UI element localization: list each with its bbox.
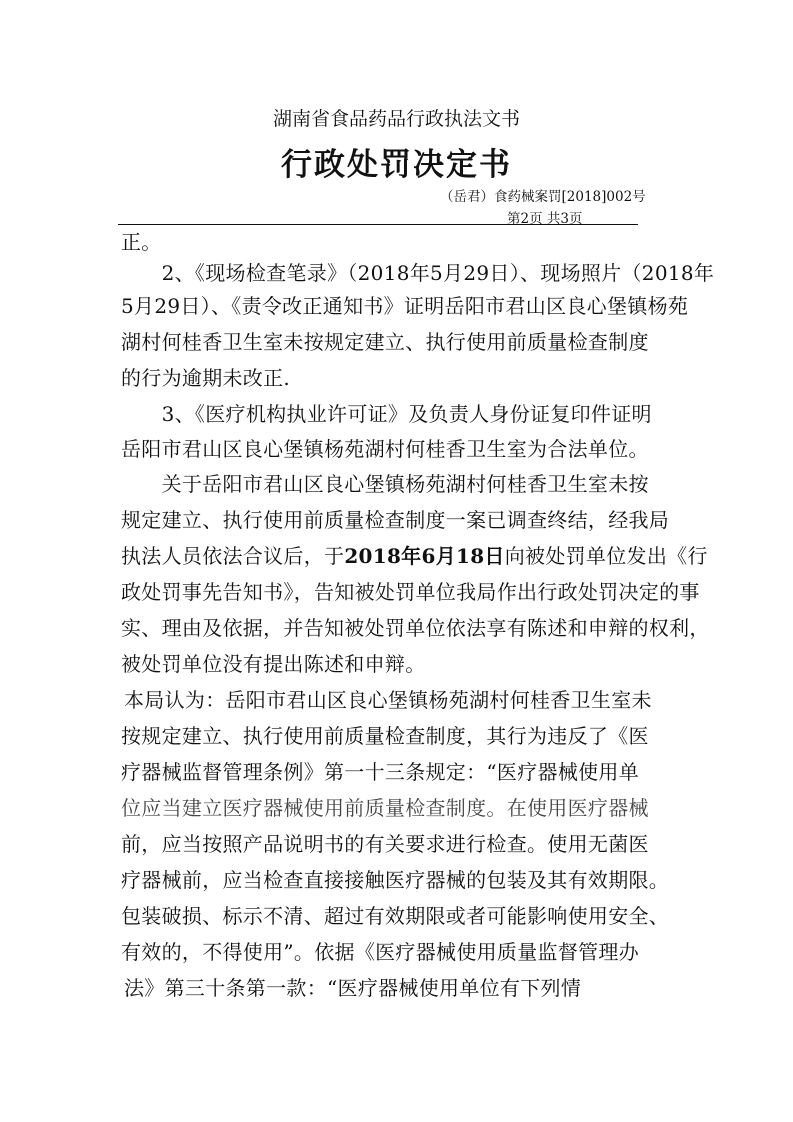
- notice-date: 2018年6月18日: [344, 544, 505, 568]
- body-line: 正。: [121, 230, 162, 254]
- body-line: 按规定建立、执行使用前质量检查制度，其行为违反了《医: [121, 724, 649, 748]
- body-line: 有效的，不得使用”。依据《医疗器械使用质量监督管理办: [121, 940, 640, 964]
- body-line: 位应当建立医疗器械使用前质量检查制度。在使用医疗器械: [121, 796, 649, 820]
- body-line: 疗器械监督管理条例》第一十三条规定：“医疗器械使用单: [121, 760, 640, 784]
- body-line: 前，应当按照产品说明书的有关要求进行检查。使用无菌医: [121, 832, 649, 856]
- body-line: 被处罚单位没有提出陈述和申辩。: [121, 652, 426, 676]
- header-divider: [118, 224, 638, 225]
- body-text: 向被处罚单位发出《行: [504, 544, 708, 568]
- body-text: 执法人员依法合议后，于: [121, 544, 345, 568]
- body-line: 政处罚事先告知书》，告知被处罚单位我局作出行政处罚决定的事: [121, 580, 700, 604]
- document-title: 行政处罚决定书: [281, 147, 512, 183]
- body-line: 的行为逾期未改正.: [121, 366, 291, 390]
- body-line: 2、《现场检查笔录》（2018年5月29日）、现场照片（2018年: [121, 261, 715, 285]
- body-line: 5月29日）、《责令改正通知书》证明岳阳市君山区良心堡镇杨苑: [121, 294, 689, 318]
- body-line: 本局认为：岳阳市君山区良心堡镇杨苑湖村何桂香卫生室未: [124, 688, 652, 712]
- body-line: [121, 540, 708, 569]
- case-number: （岳君）食药械案罚[2018]002号: [440, 189, 646, 205]
- body-line: 包装破损、标示不清、超过有效期限或者可能影响使用安全、: [121, 904, 670, 928]
- body-line: 岳阳市君山区良心堡镇杨苑湖村何桂香卫生室为合法单位。: [121, 437, 649, 461]
- body-line: 实、理由及依据，并告知被处罚单位依法享有陈述和申辩的权利，: [121, 616, 710, 640]
- body-line: 3、《医疗机构执业许可证》及负责人身份证复印件证明: [121, 402, 652, 426]
- body-line: 法》第三十条第一款：“医疗器械使用单位有下列情: [124, 976, 582, 1000]
- body-line: 疗器械前，应当检查直接接触医疗器械的包装及其有效期限。: [121, 868, 670, 892]
- body-line: 湖村何桂香卫生室未按规定建立、执行使用前质量检查制度: [121, 330, 649, 354]
- agency-title: 湖南省食品药品行政执法文书: [272, 108, 520, 130]
- page-info: 第2页 共3页: [507, 211, 583, 227]
- body-line: 规定建立、执行使用前质量检查制度一案已调查终结，经我局: [121, 508, 670, 532]
- body-line: 关于岳阳市君山区良心堡镇杨苑湖村何桂香卫生室未按: [121, 472, 649, 496]
